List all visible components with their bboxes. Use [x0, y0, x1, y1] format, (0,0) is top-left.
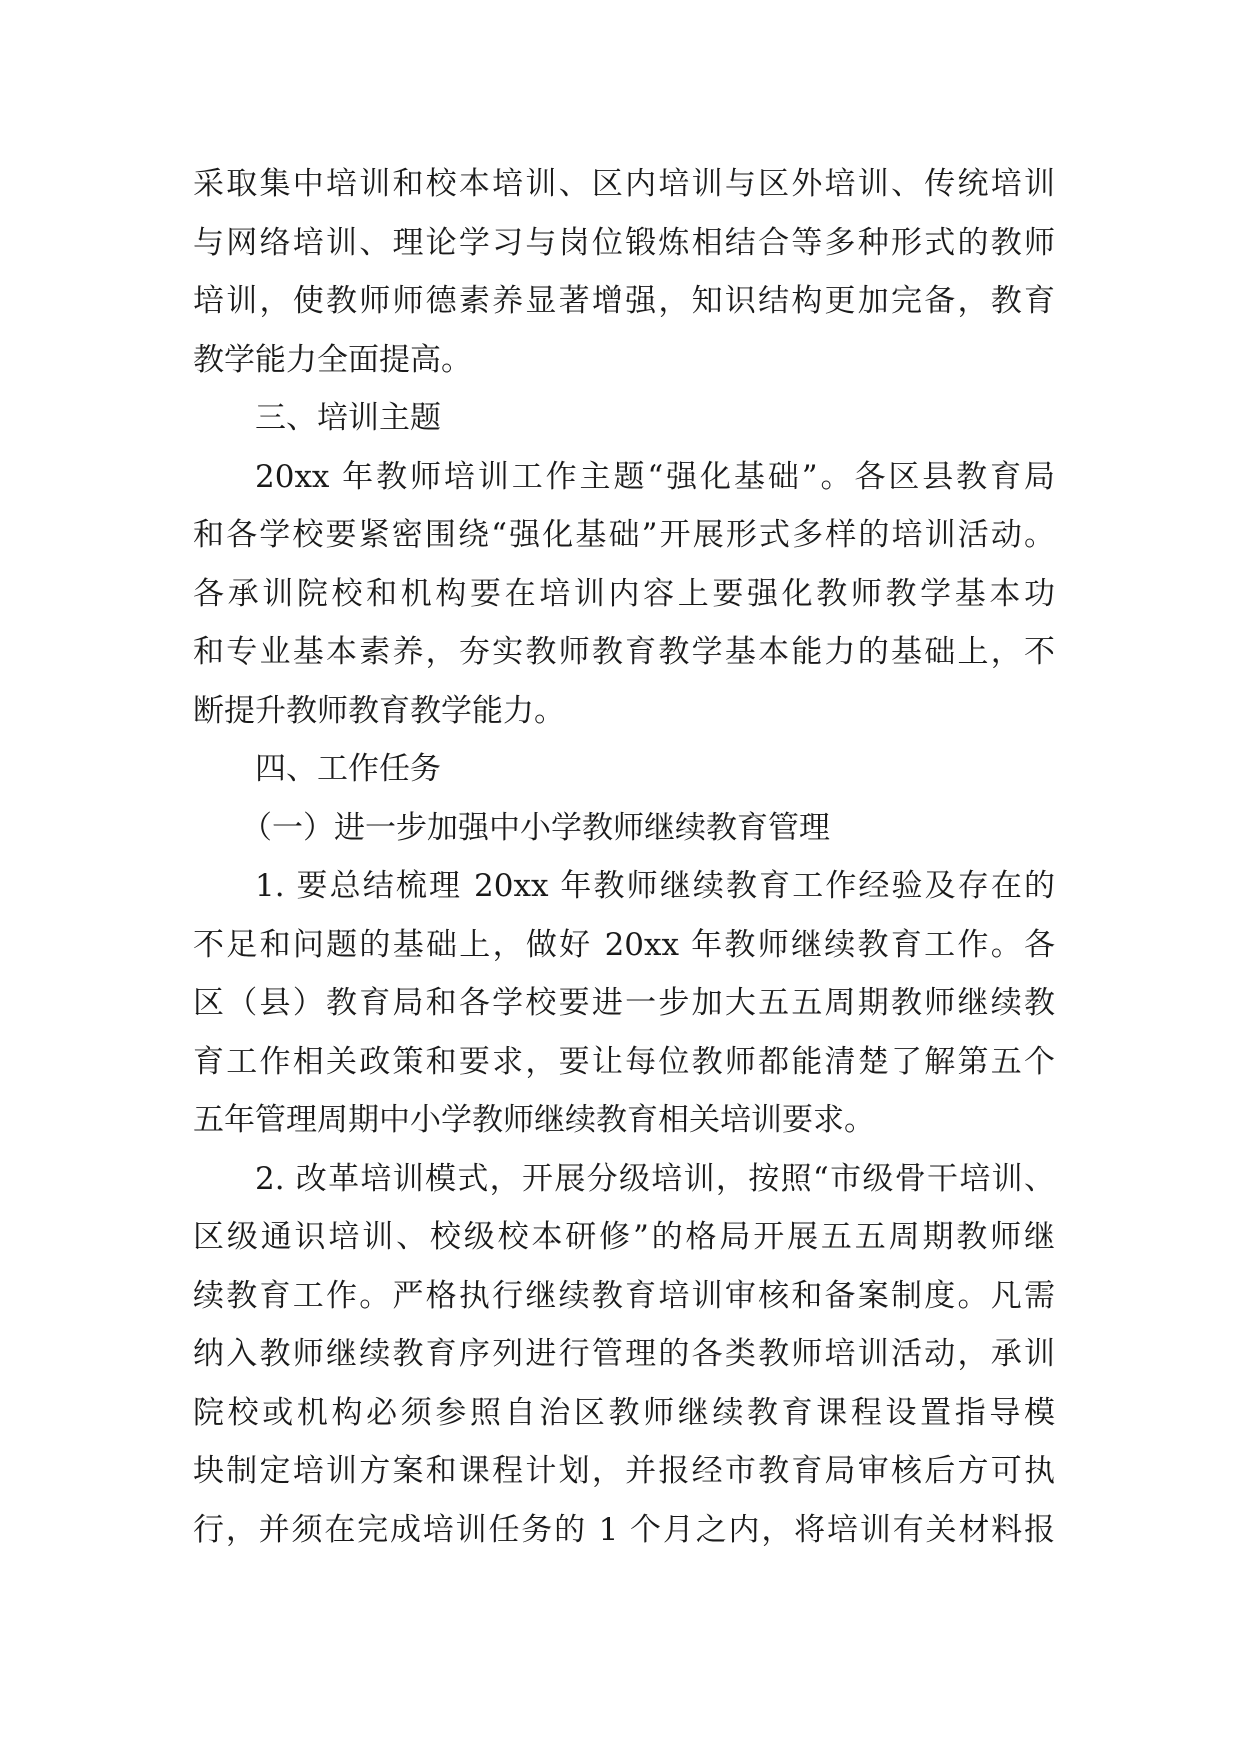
subsection-heading: （一）进一步加强中小学教师继续教育管理	[241, 809, 830, 846]
body-text-line: 和专业基本素养，夯实教师教育教学基本能力的基础上，不	[193, 634, 1055, 670]
body-text-line: 续教育工作。严格执行继续教育培训审核和备案制度。凡需	[193, 1277, 1055, 1314]
body-text-line: 区（县）教育局和各学校要进一步加大五五周期教师继续教	[193, 985, 1055, 1021]
document-page	[193, 155, 1055, 1559]
body-text-line: 不足和问题的基础上，做好 20xx 年教师继续教育工作。各	[193, 926, 1055, 963]
body-text-line: 断提升教师教育教学能力。	[193, 692, 565, 729]
body-text-line: 教学能力全面提高。	[193, 341, 472, 378]
body-text-line: 五年管理周期中小学教师继续教育相关培训要求。	[193, 1102, 875, 1138]
body-text-line: 采取集中培训和校本培训、区内培训与区外培训、传统培训	[193, 166, 1055, 202]
body-text-line: 和各学校要紧密围绕“强化基础”开展形式多样的培训活动。	[193, 517, 1055, 553]
body-text-line: 区级通识培训、校级校本研修”的格局开展五五周期教师继	[193, 1219, 1055, 1255]
body-text-line: 各承训院校和机构要在培训内容上要强化教师教学基本功	[193, 575, 1055, 612]
body-text-line: 院校或机构必须参照自治区教师继续教育课程设置指导模	[193, 1394, 1055, 1431]
paragraph-first-line: 20xx 年教师培训工作主题“强化基础”。各区县教育局	[255, 458, 1055, 495]
body-text-line: 与网络培训、理论学习与岗位锻炼相结合等多种形式的教师	[193, 224, 1055, 261]
body-text-line: 行，并须在完成培训任务的 1 个月之内，将培训有关材料报	[193, 1511, 1055, 1548]
paragraph-first-line: 2. 改革培训模式，开展分级培训，按照“市级骨干培训、	[255, 1160, 1055, 1197]
body-text-line: 块制定培训方案和课程计划，并报经市教育局审核后方可执	[193, 1453, 1055, 1489]
body-text-line: 育工作相关政策和要求，要让每位教师都能清楚了解第五个	[193, 1043, 1055, 1080]
section-heading: 三、培训主题	[255, 400, 441, 436]
paragraph-first-line: 1. 要总结梳理 20xx 年教师继续教育工作经验及存在的	[255, 868, 1055, 904]
section-heading: 四、工作任务	[255, 751, 441, 787]
body-text-line: 纳入教师继续教育序列进行管理的各类教师培训活动，承训	[193, 1336, 1055, 1372]
body-text-line: 培训，使教师师德素养显著增强，知识结构更加完备，教育	[193, 283, 1055, 319]
